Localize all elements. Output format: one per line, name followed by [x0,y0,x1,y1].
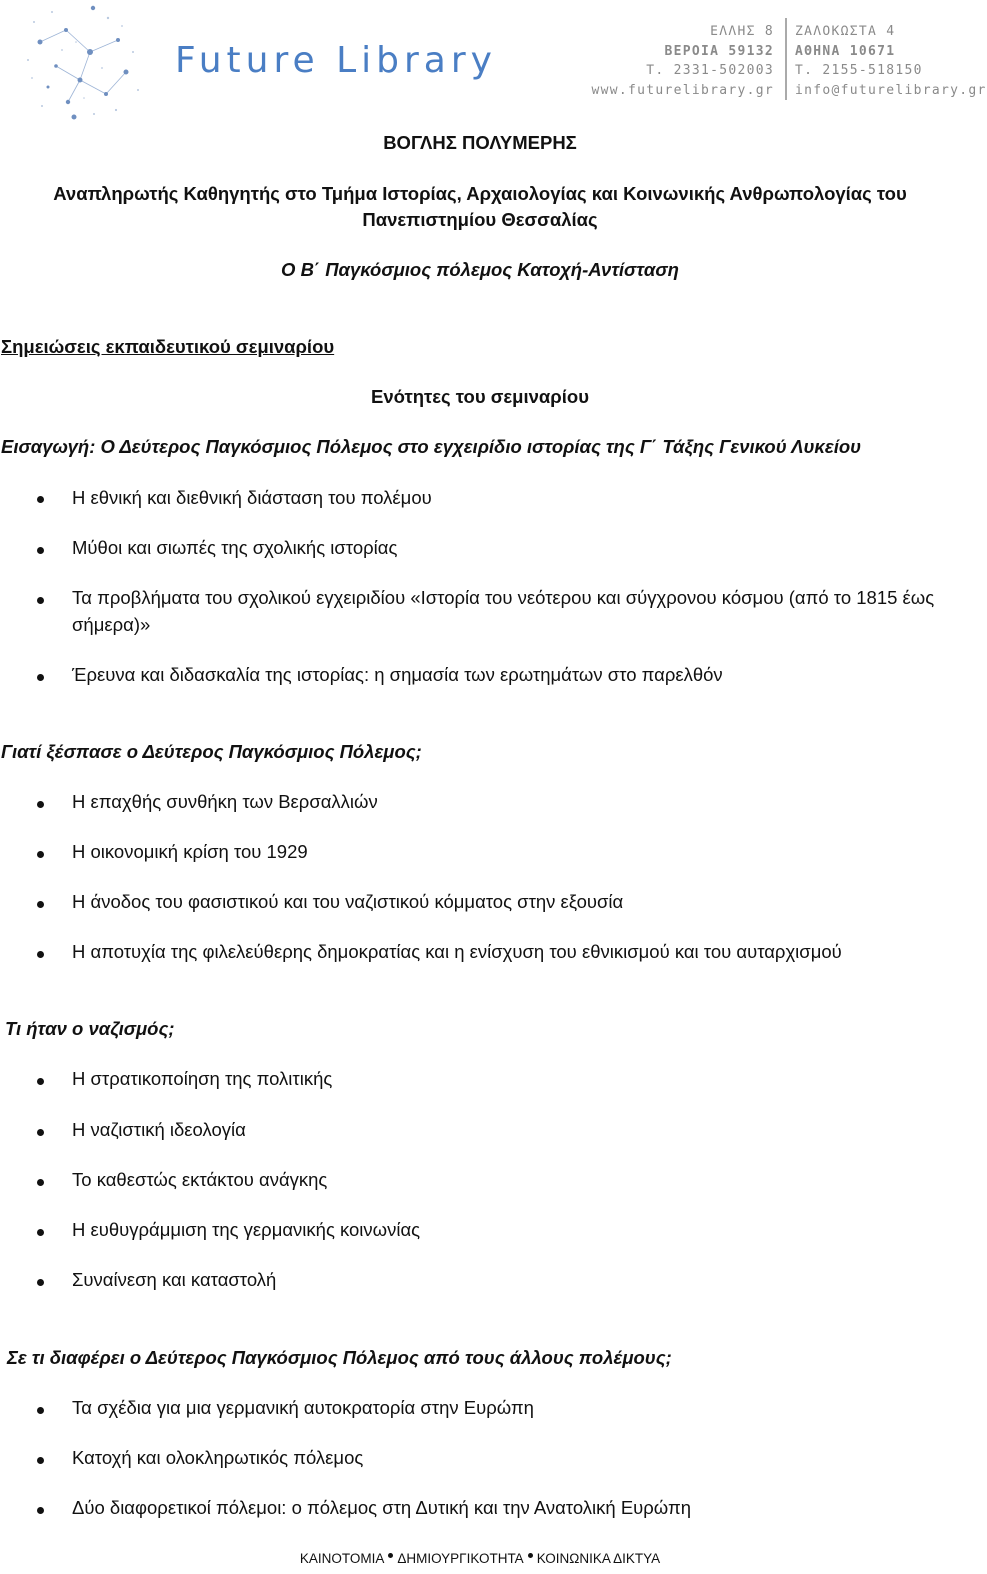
address-athens [795,22,987,100]
units-heading: Ενότητες του σεμιναρίου [371,386,589,407]
bullet-icon [37,1078,44,1085]
list-item: Η εθνική και διεθνική διάσταση του πολέμου [72,487,432,508]
list-item: Κατοχή και ολοκληρωτικός πόλεμος [72,1447,364,1468]
footer-item: ΚΟΙΝΩΝΙΚΑ ΔΙΚΤΥΑ [536,1551,661,1566]
footer-tagline [0,1551,960,1566]
address-phone: Τ. 2155-518150 [795,63,923,78]
address-street: ΕΛΛΗΣ 8 [710,24,774,39]
bullet-icon [37,951,44,958]
section-heading: Σε τι διαφέρει ο Δεύτερος Παγκόσμιος Πόλεμος από τους άλλους πολέμους; [7,1347,672,1368]
section-heading: Γιατί ξέσπασε ο Δεύτερος Παγκόσμιος Πόλεμος; [1,741,422,762]
bullet-icon [37,1457,44,1464]
footer-item: ΚΑΙΝΟΤΟΜΙΑ [299,1551,385,1566]
author-name: ΒΟΓΛΗΣ ΠΟΛΥΜΕΡΗΣ [383,132,577,153]
bullet-icon [37,1129,44,1136]
list-item: Τα σχέδια για μια γερμανική αυτοκρατορία στην Ευρώπη [72,1397,534,1418]
address-divider [785,18,787,100]
brand-name: Future Library [175,40,497,81]
bullet-icon [37,674,44,681]
dot-icon [528,1553,533,1558]
seminar-title: Ο Β΄ Παγκόσμιος πόλεμος Κατοχή-Αντίσταση [281,259,679,280]
section-heading: Τι ήταν ο ναζισμός; [5,1018,175,1039]
list-item: Η ναζιστική ιδεολογία [72,1119,246,1140]
section-heading: Εισαγωγή: Ο Δεύτερος Παγκόσμιος Πόλεμος στο εγχειρίδιο ιστορίας της Γ΄ Τάξης Γενικού Λυκείου [1,436,862,457]
footer-item: ΔΗΜΙΟΥΡΓΙΚΟΤΗΤΑ [397,1551,524,1566]
address-street: ΖΑΛΟΚΩΣΤΑ 4 [795,24,896,39]
bullet-icon [37,1179,44,1186]
notes-heading: Σημειώσεις εκπαιδευτικού σεμιναρίου [1,336,335,357]
website-link[interactable]: www.futurelibrary.gr [591,82,774,98]
address-phone: Τ. 2331-502003 [646,63,774,78]
email-link[interactable]: info@futurelibrary.gr [795,82,987,98]
list-item: Δύο διαφορετικοί πόλεμοι: ο πόλεμος στη Δυτική και την Ανατολική Ευρώπη [72,1497,692,1518]
bullet-icon [37,801,44,808]
list-item: Έρευνα και διδασκαλία της ιστορίας: η σημασία των ερωτημάτων στο παρελθόν [72,664,723,685]
list-item: Η στρατικοποίηση της πολιτικής [72,1068,333,1089]
bullet-icon [37,1279,44,1286]
list-item: Το καθεστώς εκτάκτου ανάγκης [72,1169,328,1190]
bullet-icon [37,851,44,858]
bullet-icon [37,597,44,604]
bullet-icon [37,1507,44,1514]
address-veroia [591,22,774,100]
bullet-icon [37,1407,44,1414]
list-item: Η επαχθής συνθήκη των Βερσαλλιών [72,791,378,812]
dot-icon [388,1553,393,1558]
list-item: Μύθοι και σιωπές της σχολικής ιστορίας [72,537,398,558]
list-item: Συναίνεση και καταστολή [72,1269,277,1290]
bullet-icon [37,901,44,908]
author-title-line2: Πανεπιστημίου Θεσσαλίας [362,209,598,230]
address-city: ΒΕΡΟΙΑ 59132 [664,43,774,59]
list-item: Η ευθυγράμμιση της γερμανικής κοινωνίας [72,1219,421,1240]
list-item: Η οικονομική κρίση του 1929 [72,841,308,862]
bullet-icon [37,496,44,503]
author-title-line1: Αναπληρωτής Καθηγητής στο Τμήμα Ιστορίας, Αρχαιολογίας και Κοινωνικής Ανθρωπολογίας του [53,183,907,204]
list-item: Τα προβλήματα του σχολικού εγχειριδίου «Ιστορία του νεότερου και σύγχρονου κόσμου (από το 1815 έως σήμερα)» [72,587,935,635]
list-item: Η αποτυχία της φιλελεύθερης δημοκρατίας και η ενίσχυση του εθνικισμού και του αυταρχισμού [72,941,842,962]
bullet-icon [37,547,44,554]
bullet-icon [37,1229,44,1236]
letterhead [0,0,987,125]
constellation-logo-icon [18,2,148,124]
address-city: ΑΘΗΝΑ 10671 [795,43,896,59]
list-item: Η άνοδος του φασιστικού και του ναζιστικού κόμματος στην εξουσία [72,891,624,912]
